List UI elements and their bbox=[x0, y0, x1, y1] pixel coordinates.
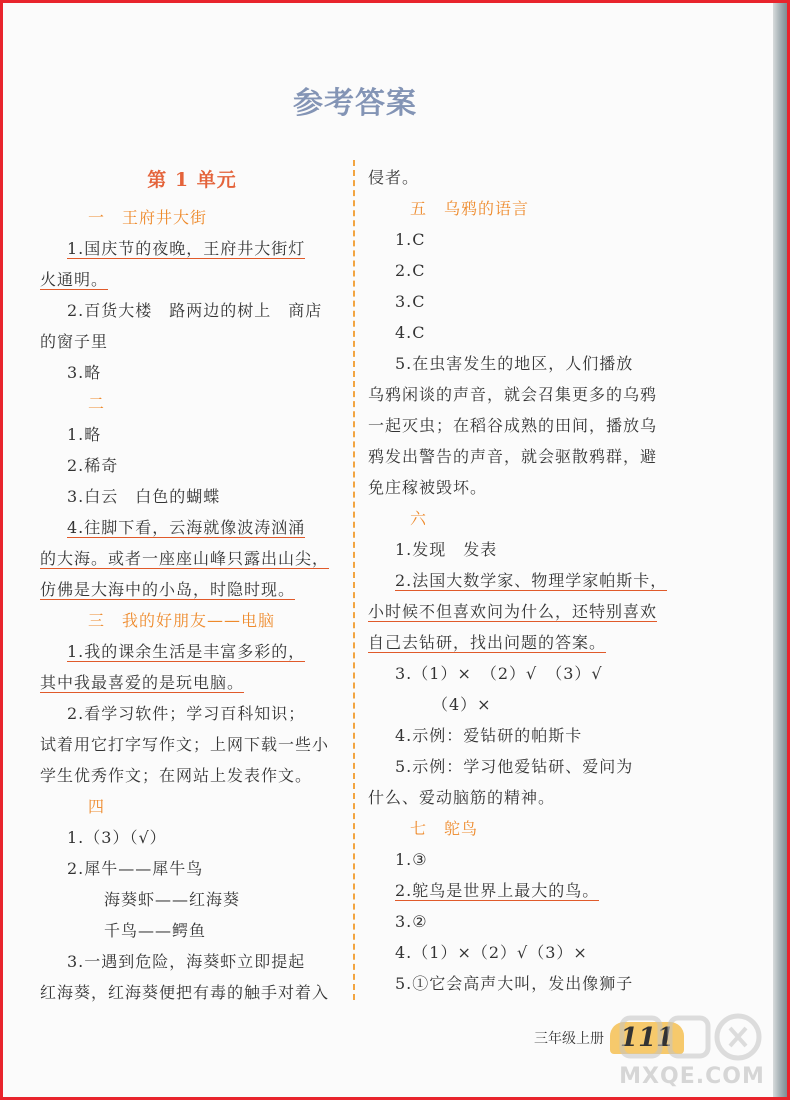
answer-line: 红海葵，红海葵便把有毒的触手对着入 bbox=[40, 983, 330, 1002]
answer-line: 千鸟——鳄鱼 bbox=[104, 921, 207, 940]
answer-line: 免庄稼被毁坏。 bbox=[368, 478, 488, 497]
answer-line: 1.C bbox=[395, 230, 426, 249]
answer-line: 2.法国大数学家、物理学家帕斯卡， bbox=[395, 571, 668, 590]
answer-line: 1.我的课余生活是丰富多彩的， bbox=[67, 642, 306, 661]
answer-line: 1.略 bbox=[67, 425, 102, 444]
right-column bbox=[368, 162, 668, 999]
answer-line: 4.（1）×（2）√（3）× bbox=[395, 943, 588, 962]
watermark bbox=[612, 1008, 772, 1094]
answer-line: （4）× bbox=[432, 695, 492, 714]
answer-line: 1.③ bbox=[395, 850, 428, 869]
answer-line: 火通明。 bbox=[40, 270, 109, 289]
answer-line: 3.（1）× （2）√ （3）√ bbox=[395, 664, 603, 683]
answer-line: 侵者。 bbox=[368, 168, 420, 187]
section-heading-2: 二 bbox=[88, 394, 106, 413]
answer-line: 什么、爱动脑筋的精神。 bbox=[368, 788, 556, 807]
answer-line: 海葵虾——红海葵 bbox=[104, 890, 241, 909]
answer-line: 1.国庆节的夜晚，王府井大街灯 bbox=[67, 239, 306, 258]
answer-line: 1.（3）（√） bbox=[67, 828, 167, 847]
answer-line: 仿佛是大海中的小岛，时隐时现。 bbox=[40, 580, 296, 599]
section-heading-1: 一 王府井大街 bbox=[88, 208, 208, 227]
page-number: 111 bbox=[610, 1022, 684, 1054]
answer-line: 的大海。或者一座座山峰只露出山尖， bbox=[40, 549, 330, 568]
answer-line: 5.示例：学习他爱钻研、爱问为 bbox=[395, 757, 634, 776]
answer-line: 3.略 bbox=[67, 363, 102, 382]
column-divider bbox=[353, 160, 355, 1000]
answer-line: 一起灭虫；在稻谷成熟的田间，播放乌 bbox=[368, 416, 658, 435]
answer-line: 4.往脚下看，云海就像波涛汹涌 bbox=[67, 518, 306, 537]
answer-line: 试着用它打字写作文；上网下载一些小 bbox=[40, 735, 330, 754]
section-heading-7: 七 鸵鸟 bbox=[410, 819, 479, 838]
section-heading-5: 五 乌鸦的语言 bbox=[410, 199, 530, 218]
answer-line: 学生优秀作文；在网站上发表作文。 bbox=[40, 766, 313, 785]
answer-line: 乌鸦闲谈的声音，就会召集更多的乌鸦 bbox=[368, 385, 658, 404]
answer-line: 1.发现 发表 bbox=[395, 540, 498, 559]
answer-line: 3.C bbox=[395, 292, 426, 311]
unit-title: 第 1 单元 bbox=[147, 169, 237, 191]
answer-line: 4.示例：爱钻研的帕斯卡 bbox=[395, 726, 583, 745]
grade-label: 三年级上册 bbox=[534, 1031, 604, 1047]
left-column bbox=[40, 162, 344, 1008]
answer-line: 2.稀奇 bbox=[67, 456, 119, 475]
watermark-text: MXQE.COM bbox=[619, 1064, 765, 1089]
answer-line: 2.犀牛——犀牛鸟 bbox=[67, 859, 204, 878]
page-title: 参考答案 bbox=[293, 86, 417, 121]
answer-line: 2.看学习软件；学习百科知识； bbox=[67, 704, 306, 723]
book-spine bbox=[773, 3, 787, 1097]
answer-line: 小时候不但喜欢问为什么，还特别喜欢 bbox=[368, 602, 658, 621]
answer-line: 3.白云 白色的蝴蝶 bbox=[67, 487, 221, 506]
answer-line: 2.C bbox=[395, 261, 426, 280]
watermark-logo-icon bbox=[612, 1008, 772, 1068]
section-heading-4: 四 bbox=[88, 797, 106, 816]
answer-line: 3.一遇到危险，海葵虾立即提起 bbox=[67, 952, 306, 971]
answer-line: 4.C bbox=[395, 323, 426, 342]
answer-line: 其中我最喜爱的是玩电脑。 bbox=[40, 673, 245, 692]
answer-line: 2.鸵鸟是世界上最大的鸟。 bbox=[395, 881, 600, 900]
answer-line: 5.在虫害发生的地区，人们播放 bbox=[395, 354, 634, 373]
answer-line: 2.百货大楼 路两边的树上 商店 bbox=[67, 301, 323, 320]
section-heading-6: 六 bbox=[410, 509, 428, 528]
answer-line: 5.①它会高声大叫，发出像狮子 bbox=[395, 974, 634, 993]
answer-line: 的窗子里 bbox=[40, 332, 109, 351]
answer-line: 自己去钻研，找出问题的答案。 bbox=[368, 633, 607, 652]
section-heading-3: 三 我的好朋友——电脑 bbox=[88, 611, 276, 630]
answer-line: 鸦发出警告的声音，就会驱散鸦群，避 bbox=[368, 447, 658, 466]
answer-line: 3.② bbox=[395, 912, 428, 931]
